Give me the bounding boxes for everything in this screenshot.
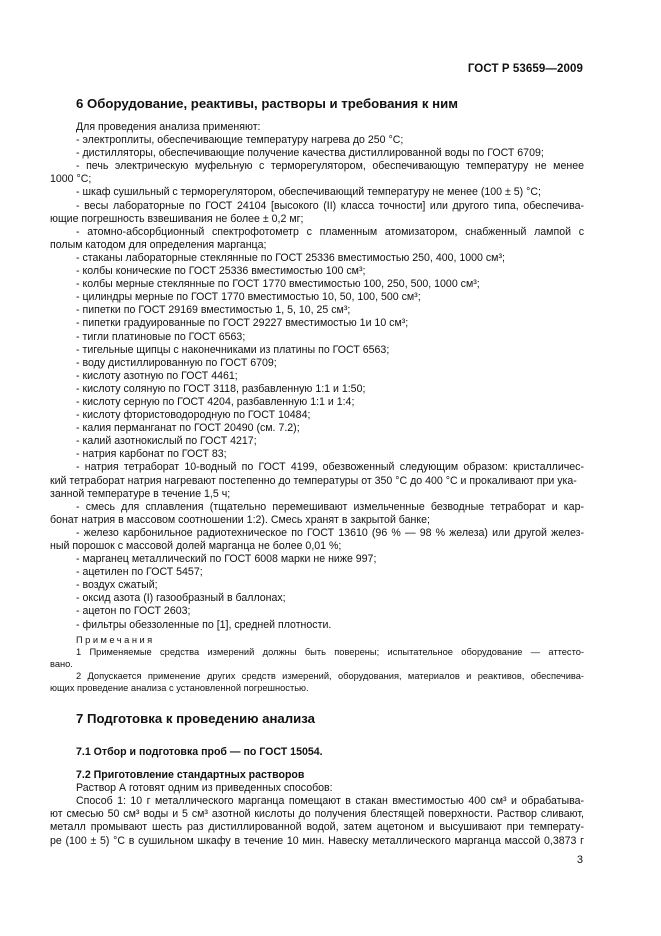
text-line: - кислоту соляную по ГОСТ 3118, разбавленную 1:1 и 1:50; <box>76 382 366 395</box>
text-line: - тигельные щипцы с наконечниками из платины по ГОСТ 6563; <box>76 343 390 356</box>
text-line: ре (100 ± 5) °С в сушильном шкафу в течение 10 мин. Навеску металлического марганца массой 0,3873 г <box>50 834 584 847</box>
text-line: - калия перманганат по ГОСТ 20490 (см. 7.2); <box>76 422 300 435</box>
equipment-list <box>50 134 584 632</box>
text-line: - кислоту азотную по ГОСТ 4461; <box>76 369 238 382</box>
section-6-body <box>50 121 584 694</box>
section-6-title: 6 Оборудование, реактивы, растворы и требования к ним <box>76 96 458 111</box>
text-line: 2 Допускается применение других средств измерений, оборудования, материалов и реактивов, обеспечива- <box>76 670 584 681</box>
text-line: - калий азотнокислый по ГОСТ 4217; <box>76 435 257 448</box>
text-line: ный порошок с массовой долей марганца не более 0,01 %; <box>50 540 342 552</box>
text-line: - железо карбонильное радиотехническое по ГОСТ 13610 (96 % — 98 % железа) или другой желез- <box>76 526 584 539</box>
page-number: 3 <box>576 854 583 866</box>
intro-line: Для проведения анализа применяют: <box>76 121 261 133</box>
text-line: - воду дистиллированную по ГОСТ 6709; <box>76 356 277 369</box>
text-line: - колбы мерные стеклянные по ГОСТ 1770 вместимостью 100, 250, 500, 1000 см³; <box>76 278 480 291</box>
text-line: металл промывают шесть раз дистиллированной водой, затем ацетоном и высушивают при температу- <box>50 821 584 834</box>
text-line: бонат натрия в массовом соотношении 1:2). Смесь хранят в закрытой банке; <box>50 513 430 526</box>
text-line: ют смесью 50 см³ воды и 5 см³ азотной кислоты до получения блестящей поверхности. Раствор сливают, <box>50 808 584 821</box>
text-line: занной температуре в течение 1,5 ч; <box>50 487 231 500</box>
text-line: - электроплиты, обеспечивающие температуру нагрева до 250 °С; <box>76 134 404 147</box>
text-line: Способ 1: 10 г металлического марганца помещают в стакан вместимостью 400 см³ и обрабатыва- <box>76 795 584 808</box>
subsection-7-2: 7.2 Приготовление стандартных растворов <box>76 769 305 782</box>
text-line: 1000 °С; <box>50 173 92 186</box>
subsection-7-1: 7.1 Отбор и подготовка проб — по ГОСТ 15054. <box>76 746 323 758</box>
section-7-text <box>50 782 584 847</box>
text-line: - натрия тетраборат 10-водный по ГОСТ 4199, обезвоженный следующим образом: кристалличес- <box>76 461 584 474</box>
notes-title: Примечания <box>76 634 155 645</box>
text-line: - оксид азота (I) газообразный в баллонах; <box>76 592 286 605</box>
text-line: ющие погрешность взвешивания не более ± 0,2 мг; <box>50 212 304 225</box>
text-line: Раствор А готовят одним из приведенных способов: <box>76 782 333 795</box>
text-line: - кислоту фтористоводородную по ГОСТ 10484; <box>76 409 311 422</box>
text-line: кий тетраборат натрия нагревают постепенно до температуры от 350 °С до 400 °С и прокаливают при ука- <box>50 474 577 487</box>
section-6-heading <box>76 96 584 112</box>
notes-block <box>50 634 584 694</box>
text-line: - атомно-абсорбционный спектрофотометр с пламенным атомизатором, снабженный лампой с <box>76 225 584 238</box>
text-line: - печь электрическую муфельную с терморегулятором, обеспечивающую температуру не менее <box>76 160 584 173</box>
text-line: - фильтры обеззоленные по [1], средней плотности. <box>76 618 332 631</box>
section-7-title: 7 Подготовка к проведению анализа <box>76 711 315 726</box>
text-line: - тигли платиновые по ГОСТ 6563; <box>76 330 246 343</box>
text-line: - ацетилен по ГОСТ 5457; <box>76 566 203 579</box>
text-line: - кислоту серную по ГОСТ 4204, разбавленную 1:1 и 1:4; <box>76 395 355 408</box>
notes-list <box>50 646 584 694</box>
text-line: вано. <box>50 658 73 669</box>
text-line: - ацетон по ГОСТ 2603; <box>76 605 191 618</box>
text-line: - колбы конические по ГОСТ 25336 вместимостью 100 см³; <box>76 265 366 278</box>
text-line: 1 Применяемые средства измерений должны быть поверены; испытательное оборудование — аттесто- <box>76 646 584 657</box>
text-line: - цилиндры мерные по ГОСТ 1770 вместимостью 10, 50, 100, 500 см³; <box>76 291 421 304</box>
text-line: - стаканы лабораторные стеклянные по ГОСТ 25336 вместимостью 250, 400, 1000 см³; <box>76 251 505 264</box>
section-7-heading <box>76 711 584 727</box>
text-line: - натрия карбонат по ГОСТ 83; <box>76 448 227 461</box>
text-line: - шкаф сушильный с терморегулятором, обеспечивающий температуру не менее (100 ± 5) °С; <box>76 186 541 199</box>
text-line: полым катодом для определения марганца; <box>50 238 267 251</box>
text-line: - пипетки по ГОСТ 29169 вместимостью 1, 5, 10, 25 см³; <box>76 304 351 317</box>
text-line: - весы лабораторные по ГОСТ 24104 [высокого (II) класса точности] или другого типа, обеспечива- <box>76 199 584 212</box>
text-line: - дистилляторы, обеспечивающие получение качества дистиллированной воды по ГОСТ 6709; <box>76 147 544 160</box>
section-7-body <box>50 746 584 848</box>
standard-code-header: ГОСТ Р 53659—2009 <box>467 63 583 75</box>
text-line: - марганец металлический по ГОСТ 6008 марки не ниже 997; <box>76 553 377 566</box>
text-line: ющих проведение анализа с установленной погрешностью. <box>50 682 309 693</box>
text-line: - воздух сжатый; <box>76 579 158 592</box>
text-line: - смесь для сплавления (тщательно перемешивают измельченные безводные тетраборат и кар- <box>76 500 584 513</box>
text-line: - пипетки градуированные по ГОСТ 29227 вместимостью 1и 10 см³; <box>76 317 409 330</box>
